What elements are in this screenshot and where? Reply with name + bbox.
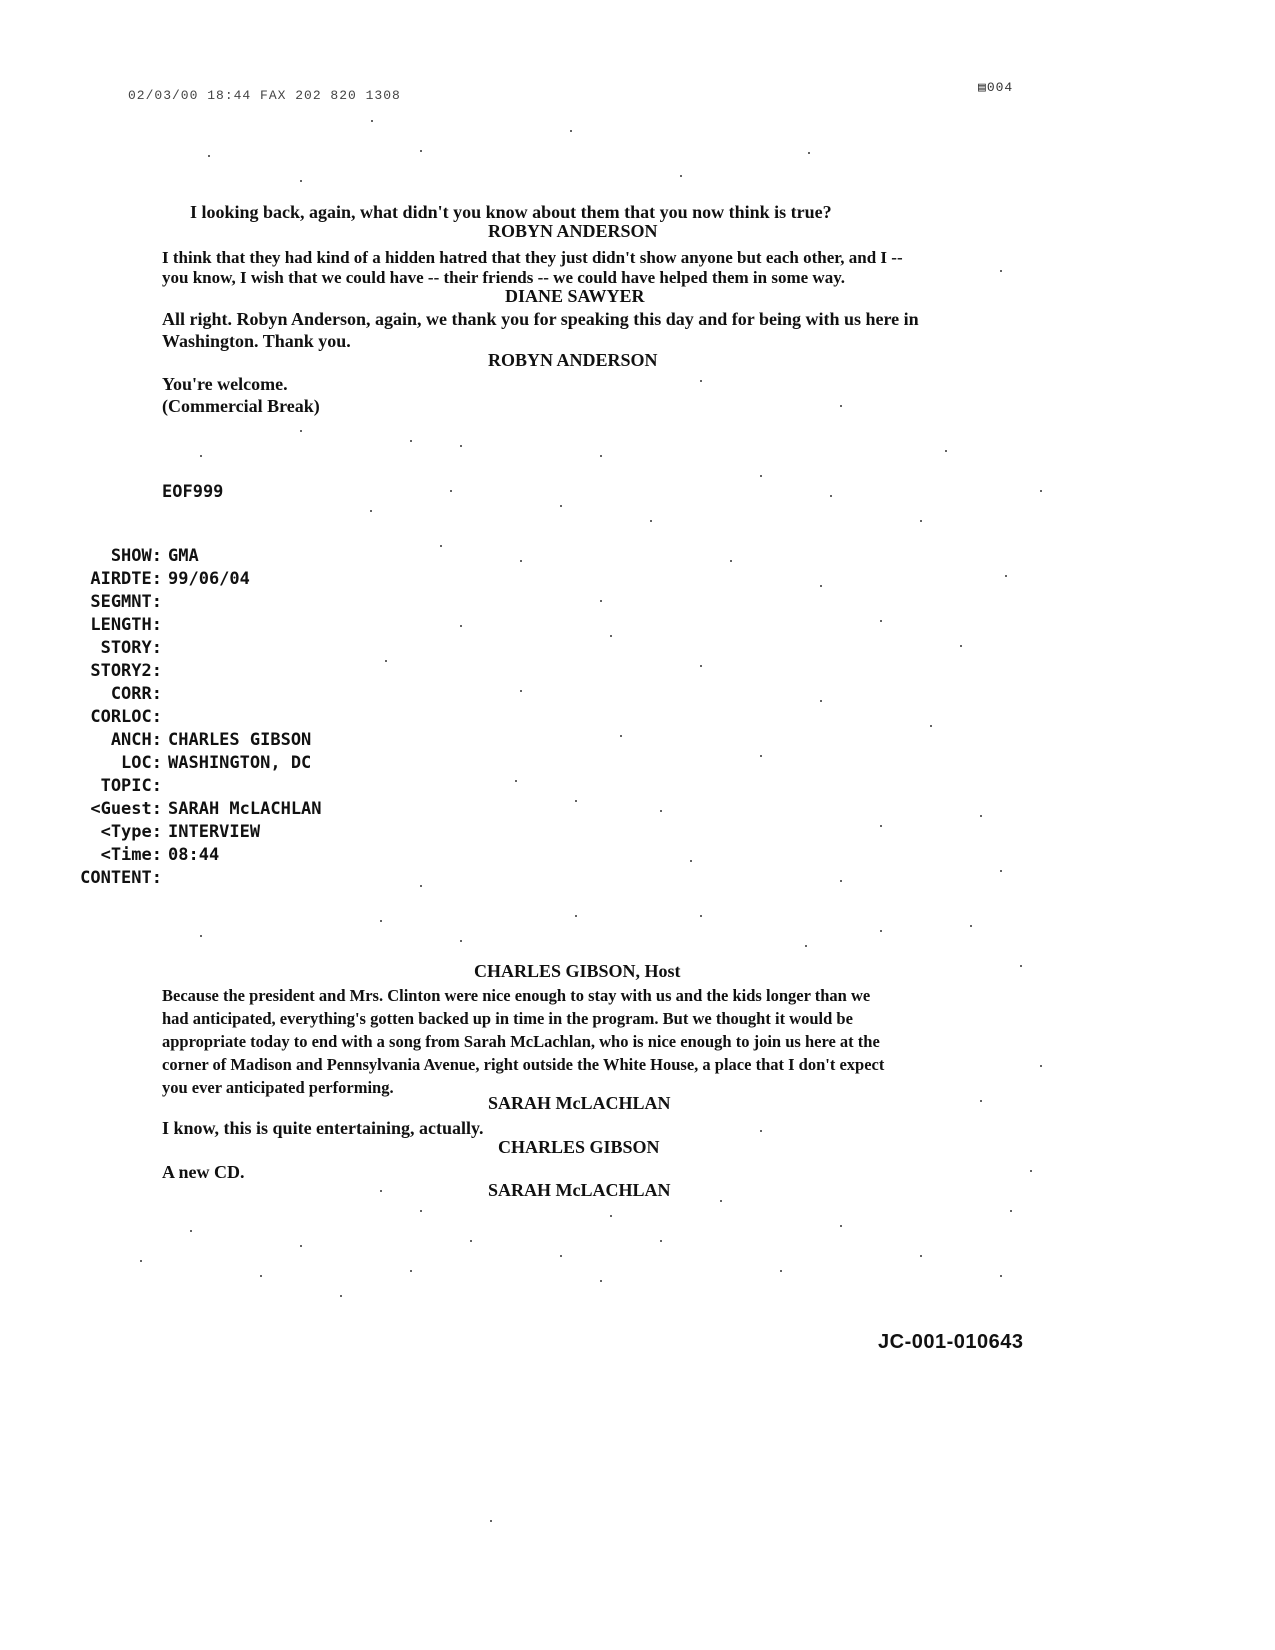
transcript-line: All right. Robyn Anderson, again, we thank you for speaking this day and for being with us here in <box>162 309 919 329</box>
field-label: <Time: <box>100 845 162 865</box>
field-row-corloc <box>62 706 322 729</box>
field-row-airdte <box>62 568 322 591</box>
field-label: <Type: <box>100 822 162 842</box>
field-row-topic <box>62 775 322 798</box>
transcript-line: had anticipated, everything's gotten backed up in time in the program. But we thought it would be <box>162 1009 853 1028</box>
field-row-length <box>62 614 322 637</box>
fax-header-left: 02/03/00 18:44 FAX 202 820 1308 <box>128 88 401 103</box>
field-value: WASHINGTON, DC <box>168 753 312 773</box>
field-row-segmnt <box>62 591 322 614</box>
transcript-line: I looking back, again, what didn't you know about them that you now think is true? <box>190 202 832 222</box>
transcript-line: I think that they had kind of a hidden hatred that they just didn't show anyone but each other, and I -- <box>162 248 903 267</box>
transcript-line: you ever anticipated performing. <box>162 1078 394 1097</box>
field-value: CHARLES GIBSON <box>168 730 312 750</box>
speaker-label: ROBYN ANDERSON <box>488 350 658 370</box>
field-label: LOC: <box>121 753 162 773</box>
field-value: 08:44 <box>168 845 220 865</box>
field-label: CORR: <box>110 684 162 704</box>
fax-page-number: ▤004 <box>978 80 1014 95</box>
field-value: 99/06/04 <box>168 569 250 589</box>
field-row-loc <box>62 752 322 775</box>
field-row-anch <box>62 729 322 752</box>
transcript-line: You're welcome. <box>162 374 288 394</box>
transcript-line: Washington. Thank you. <box>162 331 351 351</box>
transcript-line: (Commercial Break) <box>162 396 320 416</box>
transcript-line: Because the president and Mrs. Clinton were nice enough to stay with us and the kids longer than we <box>162 986 871 1005</box>
field-row-corr <box>62 683 322 706</box>
field-label: CONTENT: <box>80 868 162 888</box>
field-label: <Guest: <box>90 799 162 819</box>
speaker-label: CHARLES GIBSON, Host <box>474 961 681 981</box>
field-row-story2 <box>62 660 322 683</box>
field-value: GMA <box>168 546 199 566</box>
transcript-line: corner of Madison and Pennsylvania Avenue, right outside the White House, a place that I don't expect <box>162 1055 885 1074</box>
field-label: TOPIC: <box>100 776 162 796</box>
field-label: LENGTH: <box>90 615 162 635</box>
fax-page-icon: ▤ <box>978 80 987 95</box>
field-value: INTERVIEW <box>168 822 261 842</box>
field-label: AIRDTE: <box>90 569 162 589</box>
field-row-guest <box>62 798 322 821</box>
field-label: CORLOC: <box>90 707 162 727</box>
speaker-label: SARAH McLACHLAN <box>488 1093 671 1113</box>
field-label: STORY2: <box>90 661 162 681</box>
field-row-content <box>62 867 322 890</box>
transcript-line: I know, this is quite entertaining, actually. <box>162 1118 484 1138</box>
field-value: SARAH McLACHLAN <box>168 799 322 819</box>
field-label: SEGMNT: <box>90 592 162 612</box>
bates-stamp: JC-001-010643 <box>878 1331 1024 1353</box>
transcript-line: you know, I wish that we could have -- their friends -- we could have helped them in some way. <box>162 268 846 287</box>
field-label: SHOW: <box>110 546 162 566</box>
field-row-show <box>62 545 322 568</box>
speaker-label: CHARLES GIBSON <box>498 1137 660 1157</box>
transcript-line: appropriate today to end with a song from Sarah McLachlan, who is nice enough to join us here at the <box>162 1032 880 1051</box>
record-fields <box>62 545 322 890</box>
transcript-line: A new CD. <box>162 1162 245 1182</box>
field-row-story <box>62 637 322 660</box>
field-label: STORY: <box>100 638 162 658</box>
eof-marker: EOF999 <box>162 482 224 502</box>
field-row-type <box>62 821 322 844</box>
field-label: ANCH: <box>110 730 162 750</box>
field-row-time <box>62 844 322 867</box>
speaker-label: SARAH McLACHLAN <box>488 1180 671 1200</box>
speaker-label: DIANE SAWYER <box>505 286 645 306</box>
speaker-label: ROBYN ANDERSON <box>488 221 658 241</box>
